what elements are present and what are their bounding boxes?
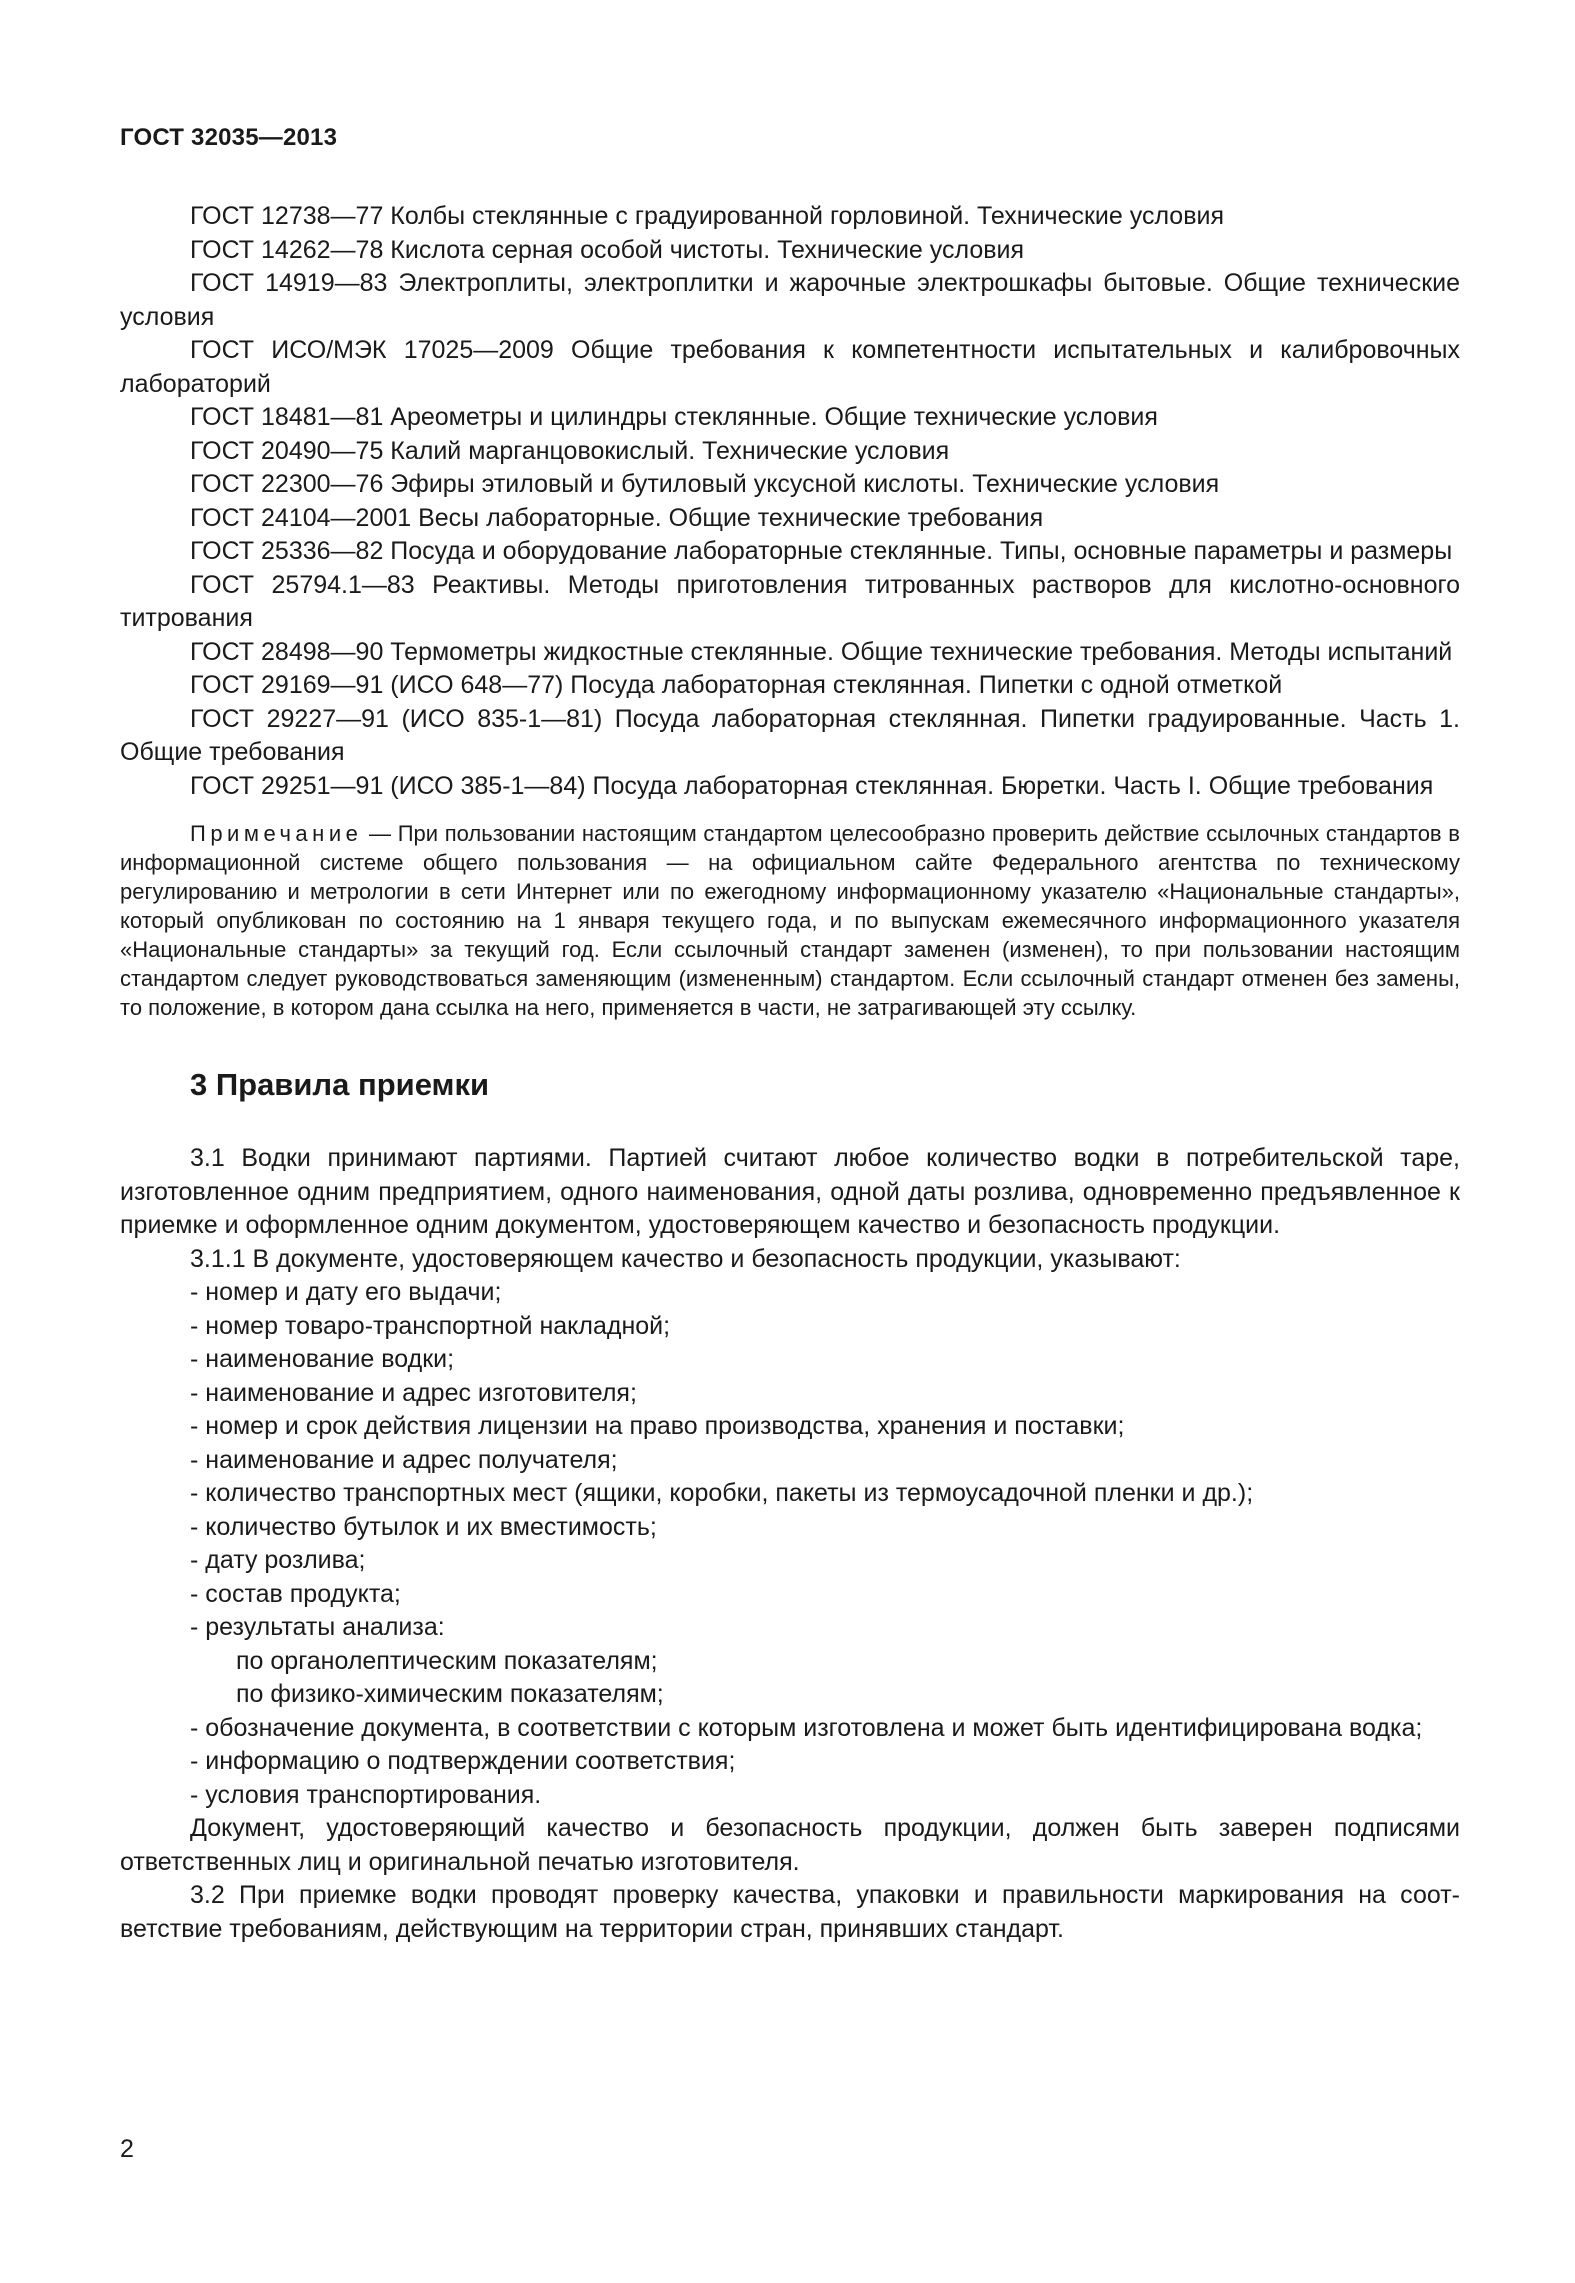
- clause-3-1-1: 3.1.1 В документе, удостоверяющем качество и безопасность продукции, указывают:: [190, 1244, 1181, 1273]
- sub-list-item: по органолептическим показателям;: [236, 1646, 658, 1675]
- document-body: [120, 200, 1460, 1946]
- clause-3-2: 3.2 При приемке водки проводят проверку качества, упаковки и правильности маркирования на соответствие требованиям, действующим на территории стран, принявших стандарт.: [120, 1881, 1460, 1943]
- list-item: - количество транспортных мест (ящики, коробки, пакеты из термоусадочной пленки и др.);: [190, 1479, 1254, 1507]
- reference-item: ГОСТ 14262—78 Кислота серная особой чистоты. Технические условия: [190, 235, 1025, 264]
- reference-item: ГОСТ 14919—83 Электроплиты, электроплитки и жарочные электрошкафы бытовые. Общие технические условия: [120, 269, 1460, 331]
- clause-3-1: 3.1 Водки принимают партиями. Партией считают любое количество водки в потребительской таре, изготовленное одним предприятием, одного наименования, одной даты розлива, одновременно предъявленное к приемке и оформленное одним документом, удостоверяющем качество и безопасность продукции.: [120, 1144, 1460, 1239]
- list-item: - номер и срок действия лицензии на право производства, хранения и поставки;: [190, 1412, 1125, 1440]
- list-item: - условия транспортирования.: [190, 1780, 542, 1809]
- list-item: - результаты анализа:: [190, 1613, 445, 1641]
- reference-item: ГОСТ ИСО/МЭК 17025—2009 Общие требования к компетентности испытательных и калибровочных лабораторий: [120, 336, 1460, 398]
- document-header: ГОСТ 32035—2013: [120, 124, 338, 151]
- reference-item: ГОСТ 12738—77 Колбы стеклянные с градуированной горловиной. Технические условия: [190, 202, 1224, 230]
- list-item: - состав продукта;: [190, 1579, 401, 1608]
- reference-item: ГОСТ 18481—81 Ареометры и цилиндры стеклянные. Общие технические условия: [190, 403, 1158, 431]
- note-paragraph: [120, 819, 1460, 1022]
- list-item: - наименование и адрес изготовителя;: [190, 1378, 637, 1407]
- list-item: - обозначение документа, в соответствии с которым изготовлена и может быть идентифицирована водка;: [190, 1713, 1423, 1742]
- reference-item: ГОСТ 22300—76 Эфиры этиловый и бутиловый уксусной кислоты. Технические условия: [190, 470, 1220, 498]
- list-item: - количество бутылок и их вместимость;: [190, 1512, 657, 1541]
- reference-item: ГОСТ 25336—82 Посуда и оборудование лабораторные стеклянные. Типы, основные параметры и размеры: [190, 537, 1453, 565]
- note-label: Примечание: [190, 821, 363, 846]
- sub-list-item: по физико-химическим показателям;: [236, 1680, 664, 1708]
- reference-item: ГОСТ 25794.1—83 Реактивы. Методы приготовления титрованных растворов для кислотно-основного титрования: [120, 570, 1460, 632]
- list-item: - дату розлива;: [190, 1546, 366, 1574]
- reference-item: ГОСТ 29227—91 (ИСО 835-1—81) Посуда лабораторная стеклянная. Пипетки градуированные. Часть 1. Общие требования: [120, 704, 1460, 766]
- page-number: 2: [120, 2135, 134, 2163]
- list-item: - наименование водки;: [190, 1345, 455, 1373]
- list-item: - информацию о подтверждении соответствия;: [190, 1747, 736, 1775]
- reference-item: ГОСТ 29251—91 (ИСО 385-1—84) Посуда лабораторная стеклянная. Бюретки. Часть I. Общие требования: [190, 771, 1434, 800]
- document-items-list: [120, 1276, 1460, 1812]
- list-item: - номер товаро-транспортной накладной;: [190, 1311, 671, 1340]
- document-certification-paragraph: Документ, удостоверяющий качество и безопасность продукции, должен быть заверен подписями ответственных лиц и оригинальной печатью изготовителя.: [120, 1814, 1460, 1876]
- section-title: 3 Правила приемки: [190, 1067, 490, 1102]
- list-item: - наименование и адрес получателя;: [190, 1445, 618, 1474]
- reference-item: ГОСТ 24104—2001 Весы лабораторные. Общие технические требования: [190, 503, 1044, 532]
- reference-item: ГОСТ 28498—90 Термометры жидкостные стеклянные. Общие технические требования. Методы испытаний: [190, 637, 1453, 666]
- reference-item: ГОСТ 20490—75 Калий марганцовокислый. Технические условия: [190, 436, 950, 465]
- reference-item: ГОСТ 29169—91 (ИСО 648—77) Посуда лабораторная стеклянная. Пипетки с одной отметкой: [190, 671, 1283, 699]
- note-text: — При пользовании настоящим стандартом целесообразно проверить действие ссылочных стандартов в информационной системе общего пользования — на официальном сайте Федерального агентства по техническому регулированию и метрологии в сети Интернет или по ежегодному информационному указателю «Национальные стандарты», который опубликован по состоянию на 1 января текущего года, и по выпускам ежемесячного информационного указателя «Национальные стандарты» за текущий год. Если ссылочный стандарт заменен (изменен), то при пользовании настоящим стандартом следует руководствоваться заменяющим (измененным) стандартом. Если ссылочный стандарт отменен без замены, то положение, в котором дана ссылка на него, применяется в части, не затрагивающей эту ссылку.: [120, 821, 1460, 1020]
- list-item: - номер и дату его выдачи;: [190, 1278, 502, 1306]
- references-list: [120, 200, 1460, 803]
